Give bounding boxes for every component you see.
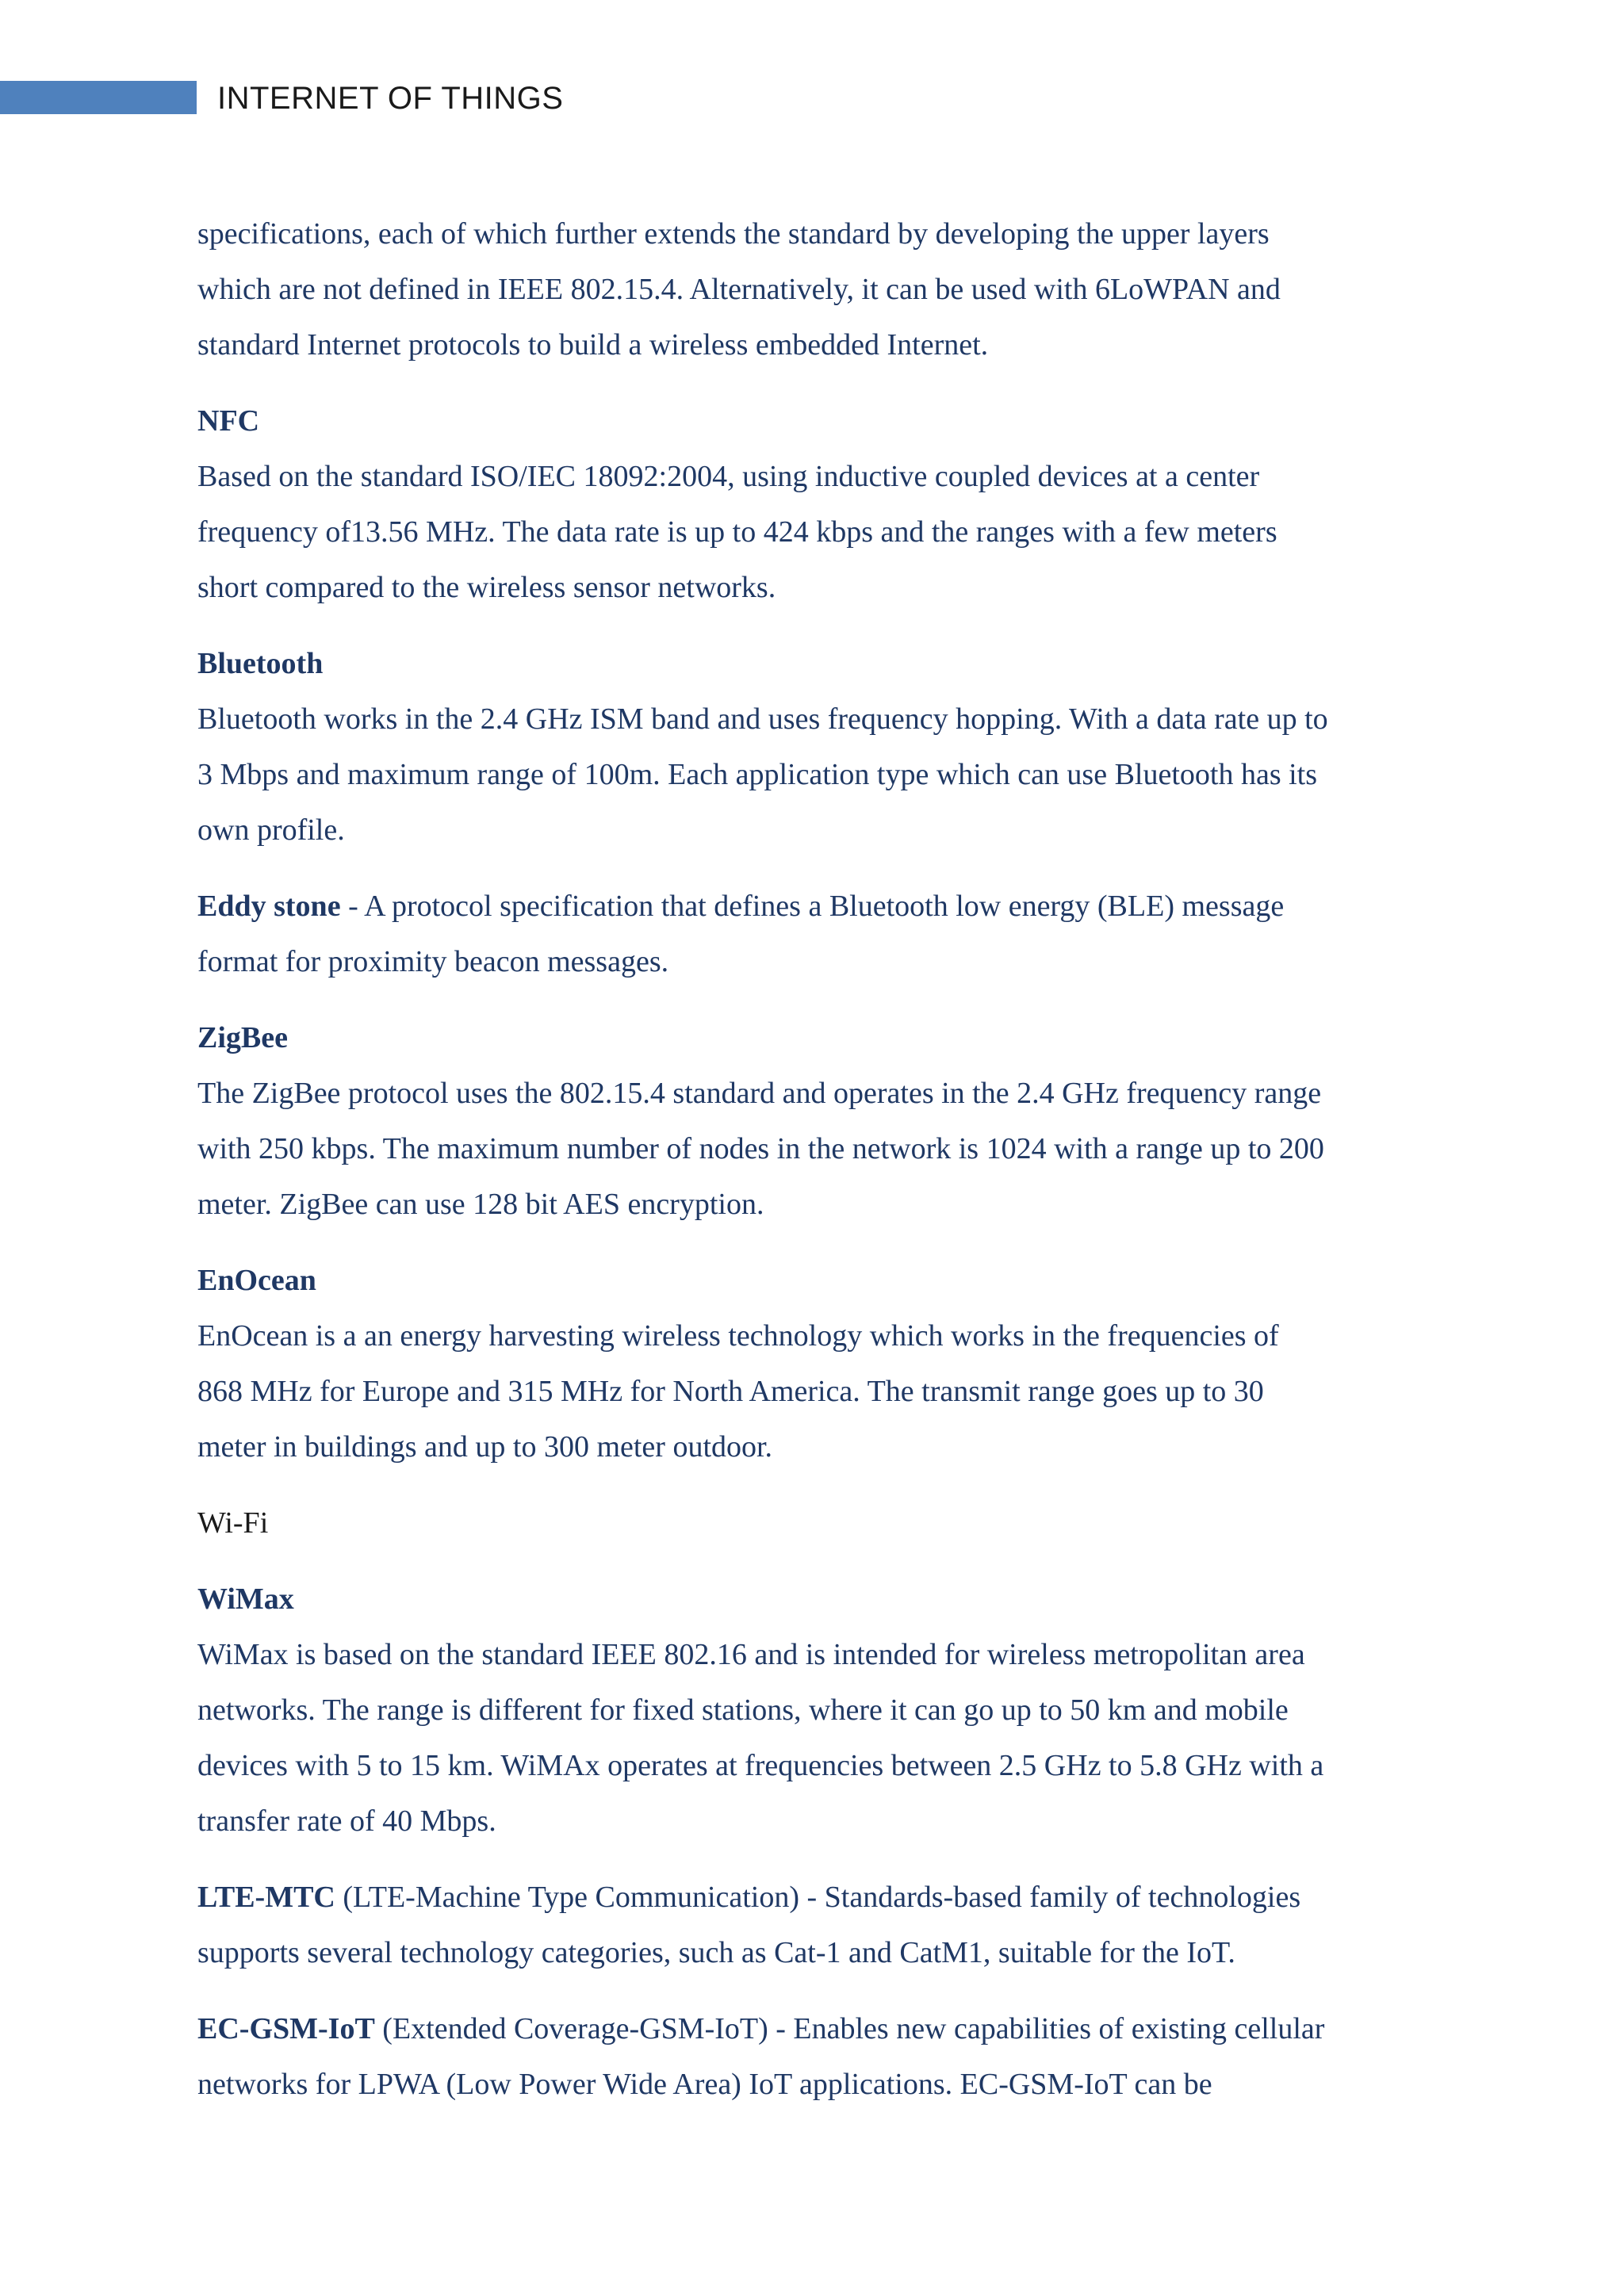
body-line: standard Internet protocols to build a wireless embedded Internet. — [197, 328, 989, 362]
section-heading-nfc: NFC — [197, 404, 260, 438]
header-accent-bar — [0, 81, 197, 114]
wimax-section — [197, 1571, 1450, 1849]
nfc-section — [197, 393, 1450, 615]
inline-term-ltemtc: LTE-MTC — [197, 1881, 335, 1914]
ltemtc-section — [197, 1869, 1450, 1980]
intro-paragraph — [197, 206, 1450, 373]
body-line: EnOcean is a an energy harvesting wireless technology which works in the frequencies of — [197, 1319, 1279, 1353]
eddystone-first-line — [197, 878, 1450, 934]
ecgsm-section — [197, 2001, 1450, 2112]
body-line: Bluetooth works in the 2.4 GHz ISM band and uses frequency hopping. With a data rate up to — [197, 702, 1328, 736]
bluetooth-section — [197, 636, 1450, 858]
body-line: 868 MHz for Europe and 315 MHz for North America. The transmit range goes up to 30 — [197, 1375, 1264, 1408]
body-line: WiMax is based on the standard IEEE 802.16 and is intended for wireless metropolitan area — [197, 1638, 1305, 1671]
section-heading-wimax: WiMax — [197, 1582, 294, 1616]
body-line: devices with 5 to 15 km. WiMAx operates at frequencies between 2.5 GHz to 5.8 GHz with a — [197, 1749, 1324, 1782]
body-line: networks for LPWA (Low Power Wide Area) IoT applications. EC-GSM-IoT can be — [197, 2068, 1212, 2101]
body-line: Based on the standard ISO/IEC 18092:2004, using inductive coupled devices at a center — [197, 460, 1260, 493]
ecgsm-first-line — [197, 2001, 1450, 2057]
body-line: supports several technology categories, such as Cat-1 and CatM1, suitable for the IoT. — [197, 1936, 1235, 1969]
body-line: which are not defined in IEEE 802.15.4. Alternatively, it can be used with 6LoWPAN and — [197, 273, 1281, 306]
inline-definition: (LTE-Machine Type Communication) - Standards-based family of technologies — [335, 1881, 1301, 1914]
body-line: 3 Mbps and maximum range of 100m. Each application type which can use Bluetooth has its — [197, 758, 1318, 791]
inline-definition: (Extended Coverage-GSM-IoT) - Enables new capabilities of existing cellular — [374, 2012, 1325, 2045]
ltemtc-first-line — [197, 1869, 1450, 1925]
body-line: transfer rate of 40 Mbps. — [197, 1804, 496, 1838]
body-line: specifications, each of which further extends the standard by developing the upper layers — [197, 217, 1270, 251]
section-heading-bluetooth: Bluetooth — [197, 647, 324, 680]
body-line: meter in buildings and up to 300 meter outdoor. — [197, 1430, 773, 1464]
body-line: short compared to the wireless sensor networks. — [197, 571, 776, 604]
body-line: meter. ZigBee can use 128 bit AES encryption. — [197, 1188, 764, 1221]
eddystone-section — [197, 878, 1450, 989]
body-line: The ZigBee protocol uses the 802.15.4 standard and operates in the 2.4 GHz frequency range — [197, 1077, 1322, 1110]
body-line: own profile. — [197, 813, 345, 847]
body-line: with 250 kbps. The maximum number of nodes in the network is 1024 with a range up to 200 — [197, 1132, 1324, 1165]
wifi-section — [197, 1495, 1450, 1551]
enocean-section — [197, 1253, 1450, 1475]
document-body — [197, 206, 1450, 2112]
inline-term-eddystone: Eddy stone — [197, 890, 341, 923]
inline-term-ecgsm: EC-GSM-IoT — [197, 2012, 375, 2045]
body-line: networks. The range is different for fixed stations, where it can go up to 50 km and mobile — [197, 1693, 1289, 1727]
section-heading-enocean: EnOcean — [197, 1264, 316, 1297]
page-header-title: INTERNET OF THINGS — [217, 81, 564, 116]
section-heading-wifi: Wi-Fi — [197, 1506, 269, 1540]
body-line: format for proximity beacon messages. — [197, 945, 669, 978]
section-heading-zigbee: ZigBee — [197, 1021, 288, 1054]
inline-definition: - A protocol specification that defines a Bluetooth low energy (BLE) message — [340, 890, 1285, 923]
body-line: frequency of13.56 MHz. The data rate is up to 424 kbps and the ranges with a few meters — [197, 515, 1277, 549]
zigbee-section — [197, 1010, 1450, 1232]
